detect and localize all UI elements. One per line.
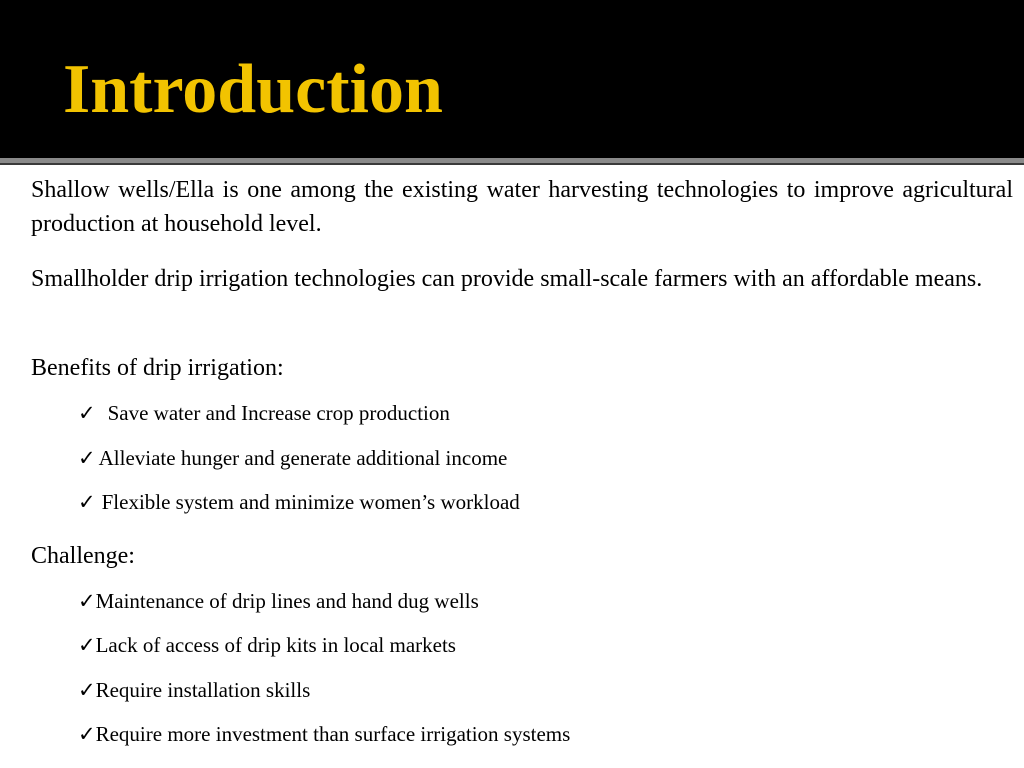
checkmark-icon: ✓ [78,589,96,613]
challenge-item [78,587,479,615]
checkmark-icon: ✓ [78,722,96,746]
challenge-item-text: Lack of access of drip kits in local markets [95,633,456,657]
checkmark-icon: ✓ [78,633,96,657]
paragraph-shallow-wells: Shallow wells/Ella is one among the existing water harvesting technologies to improve agricultural production at household level. [31,177,1013,237]
challenge-item [78,631,456,659]
benefit-item [78,444,507,472]
challenge-item [78,720,570,748]
header-divider-shadow [0,163,1024,165]
challenge-heading: Challenge: [31,543,135,569]
checkmark-icon: ✓ [78,678,96,702]
title-banner [0,0,1024,158]
benefit-item [78,399,450,427]
benefit-item-text: Save water and Increase crop production [107,401,450,425]
challenge-item-text: Require installation skills [95,678,311,702]
slide-title: Introduction [63,51,443,128]
checkmark-icon: ✓ [78,446,96,470]
benefit-item [78,488,520,516]
checkmark-icon: ✓ [78,401,96,425]
challenge-item-text: Maintenance of drip lines and hand dug wells [95,589,479,613]
benefits-heading: Benefits of drip irrigation: [31,355,284,381]
checkmark-icon: ✓ [78,490,96,514]
benefit-item-text: Alleviate hunger and generate additional income [98,446,508,470]
benefit-item-text: Flexible system and minimize women’s workload [101,490,520,514]
challenge-item [78,676,310,704]
paragraph-smallholder-drip: Smallholder drip irrigation technologies can provide small-scale farmers with an affordable means. [31,266,983,292]
challenge-item-text: Require more investment than surface irrigation systems [95,722,571,746]
